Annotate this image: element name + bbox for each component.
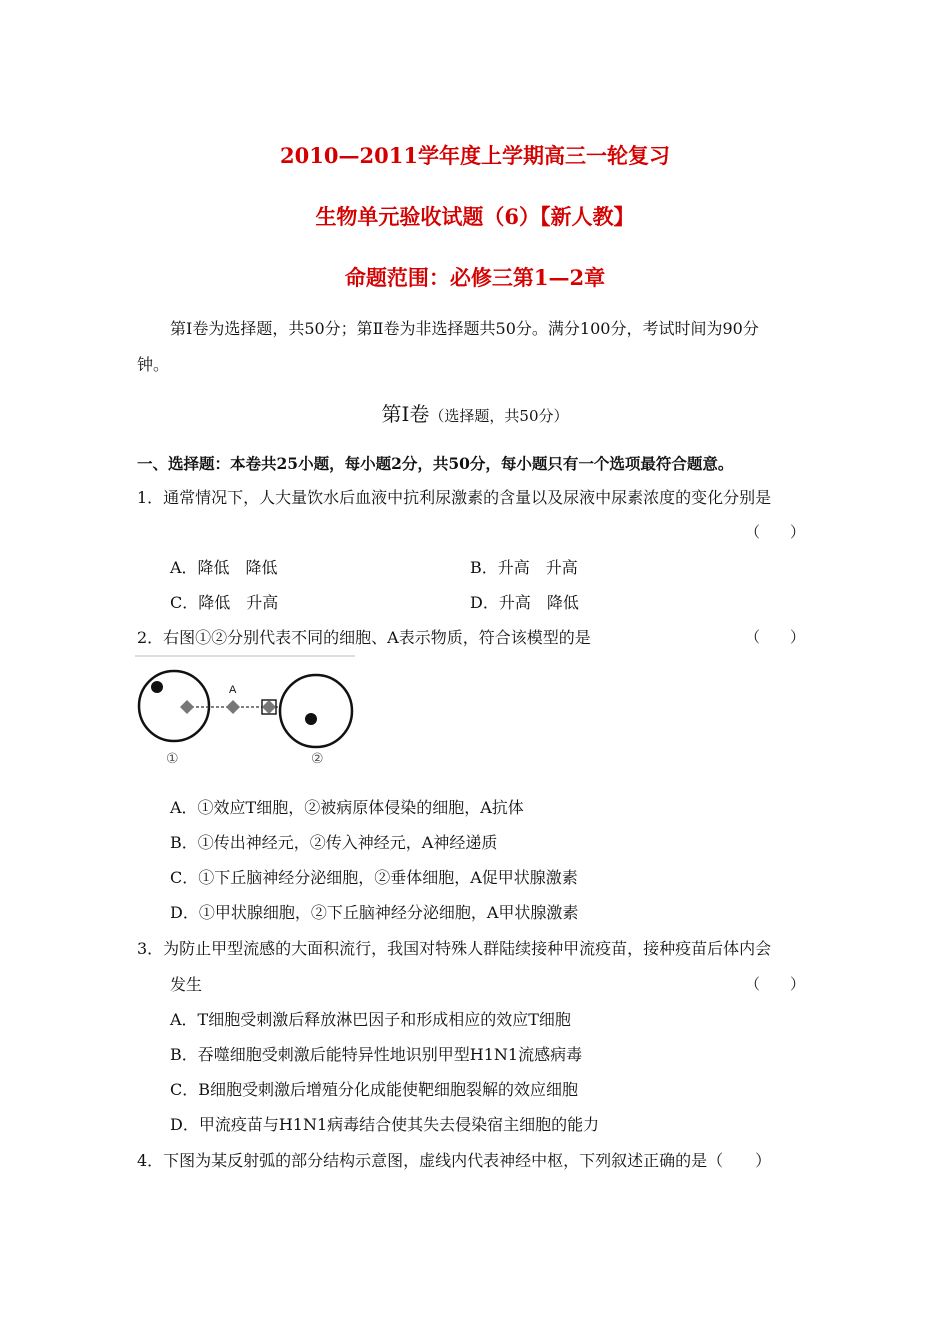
question-3-answer-bracket: （ ） — [745, 975, 806, 993]
figure-label-1: ① — [166, 751, 179, 767]
intro-line-2: 钟。 — [137, 355, 170, 374]
question-1-option-d: D．升高 降低 — [470, 593, 579, 612]
question-1-option-a: A．降低 降低 — [170, 558, 278, 577]
question-2-option-c: C．①下丘脑神经分泌细胞，②垂体细胞，A促甲状腺激素 — [170, 868, 578, 887]
question-1-option-b: B．升高 升高 — [470, 558, 578, 577]
question-4-stem: 4．下图为某反射弧的部分结构示意图，虚线内代表神经中枢，下列叙述正确的是（ ） — [137, 1151, 772, 1170]
question-3-option-c: C．B细胞受刺激后增殖分化成能使靶细胞裂解的效应细胞 — [170, 1080, 579, 1099]
cell-1-circle — [139, 671, 209, 741]
title-line-3: 命题范围：必修三第1—2章 — [344, 265, 606, 290]
figure-label-a: A — [229, 684, 237, 696]
molecule-a-bound — [262, 700, 276, 714]
molecule-a-in-transit — [226, 700, 240, 714]
title-line-1: 2010—2011学年度上学期高三一轮复习 — [280, 143, 670, 168]
cell-signaling-figure — [133, 653, 361, 773]
section-instruction: 一、选择题：本卷共25小题，每小题2分，共50分，每小题只有一个选项最符合题意。 — [137, 454, 734, 473]
title-line-2: 生物单元验收试题（6）【新人教】 — [315, 204, 635, 229]
question-2-answer-bracket: （ ） — [745, 628, 806, 646]
cell-2-circle — [280, 675, 352, 747]
section-subtitle: （选择题，共50分） — [429, 407, 569, 425]
cell-1-nucleus — [151, 681, 163, 693]
section-title: 第Ⅰ卷 — [381, 402, 430, 426]
question-3-option-d: D．甲流疫苗与H1N1病毒结合使其失去侵染宿主细胞的能力 — [170, 1115, 600, 1134]
section-heading — [0, 398, 950, 427]
question-3-option-a: A．T细胞受刺激后释放淋巴因子和形成相应的效应T细胞 — [170, 1010, 571, 1029]
question-3-option-b: B．吞噬细胞受刺激后能特异性地识别甲型H1N1流感病毒 — [170, 1045, 583, 1064]
question-3-stem: 3．为防止甲型流感的大面积流行，我国对特殊人群陆续接种甲流疫苗，接种疫苗后体内会 — [137, 939, 772, 958]
question-2-stem: 2．右图①②分别代表不同的细胞、A表示物质，符合该模型的是 — [137, 628, 591, 647]
figure-label-2: ② — [311, 751, 324, 767]
question-1-stem: 1．通常情况下，人大量饮水后血液中抗利尿激素的含量以及尿液中尿素浓度的变化分别是 — [137, 488, 772, 507]
question-1-answer-bracket: （ ） — [745, 523, 806, 541]
question-2-option-b: B．①传出神经元，②传入神经元，A神经递质 — [170, 833, 498, 852]
question-2-option-a: A．①效应T细胞，②被病原体侵染的细胞，A抗体 — [170, 798, 524, 817]
molecule-a-in-cell-1 — [180, 700, 194, 714]
intro-line-1: 第Ⅰ卷为选择题，共50分；第Ⅱ卷为非选择题共50分。满分100分，考试时间为90分 — [170, 319, 759, 338]
question-2-option-d: D．①甲状腺细胞，②下丘脑神经分泌细胞，A甲状腺激素 — [170, 903, 579, 922]
question-3-stem-continued: 发生 — [170, 975, 203, 994]
question-1-option-c: C．降低 升高 — [170, 593, 279, 612]
cell-2-nucleus — [305, 713, 317, 725]
